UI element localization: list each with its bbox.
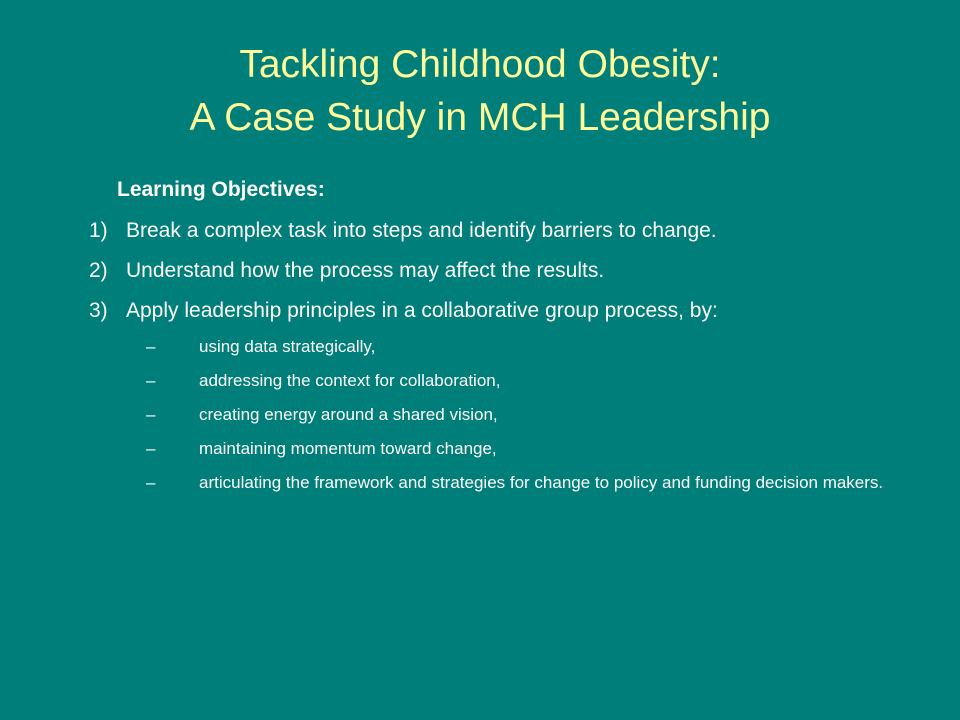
objectives-list xyxy=(89,217,929,337)
principle-item xyxy=(146,438,926,460)
objective-number: 2) xyxy=(89,259,108,282)
principle-item xyxy=(146,404,926,426)
title-line-1: Tackling Childhood Obesity: xyxy=(239,43,721,86)
objective-number: 3) xyxy=(89,299,108,322)
principle-item xyxy=(146,370,926,392)
dash-bullet: – xyxy=(146,405,156,424)
title-line-2: A Case Study in MCH Leadership xyxy=(189,96,771,139)
principle-text: articulating the framework and strategies for change to policy and funding decision makers. xyxy=(199,473,884,492)
principle-text: addressing the context for collaboration, xyxy=(199,371,501,390)
objective-item xyxy=(89,257,929,285)
leadership-principles-list xyxy=(146,336,926,506)
principle-item xyxy=(146,472,926,494)
dash-bullet: – xyxy=(146,473,156,492)
objective-text: Understand how the process may affect the results. xyxy=(126,259,605,282)
objectives-heading: Learning Objectives: xyxy=(117,178,325,201)
dash-bullet: – xyxy=(146,371,156,390)
dash-bullet: – xyxy=(146,337,156,356)
dash-bullet: – xyxy=(146,439,156,458)
principle-text: creating energy around a shared vision, xyxy=(199,405,498,424)
objective-item xyxy=(89,297,929,325)
principle-text: maintaining momentum toward change, xyxy=(199,439,497,458)
principle-item xyxy=(146,336,926,358)
objective-item xyxy=(89,217,929,245)
slide-title xyxy=(0,38,960,144)
principle-text: using data strategically, xyxy=(199,337,376,356)
objective-number: 1) xyxy=(89,219,108,242)
objective-text: Break a complex task into steps and identify barriers to change. xyxy=(126,219,717,242)
objective-text: Apply leadership principles in a collaborative group process, by: xyxy=(126,299,718,322)
